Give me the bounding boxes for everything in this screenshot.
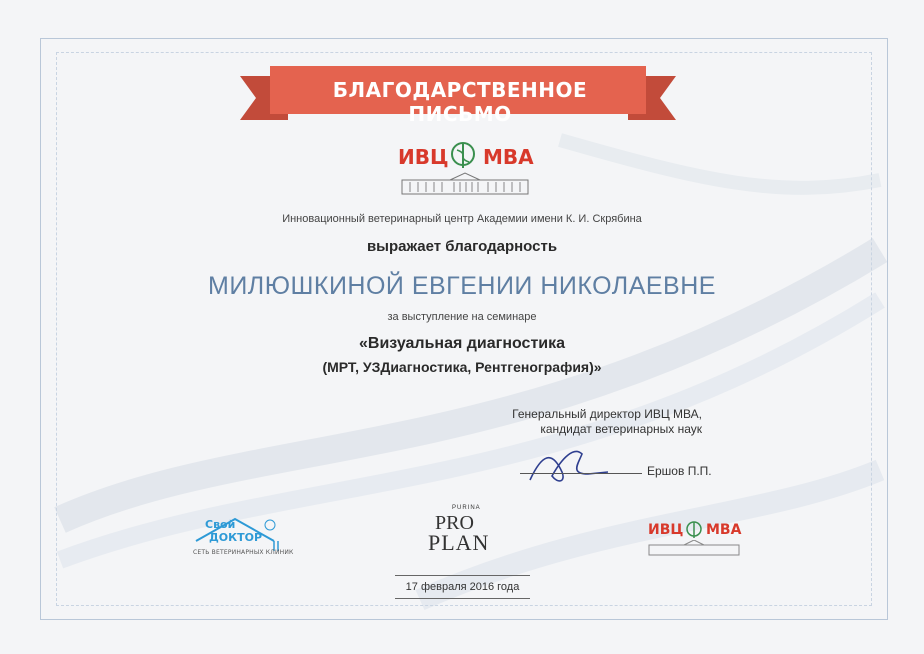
seminar-topic-line1: «Визуальная диагностика [358,335,566,352]
clinic-tagline: СЕТЬ ВЕТЕРИНАРНЫХ КЛИНИК [193,549,294,556]
pro-plan-line1: PRO [435,512,474,534]
signature-line [520,473,642,474]
clinic-name-line1: Свой [205,518,236,531]
building-small-icon [648,540,740,556]
reason-text: за выступление на семинаре [387,311,537,323]
issue-date: 17 февраля 2016 года [395,575,530,599]
signatory-position-line2: кандидат ветеринарных наук [540,422,702,436]
signatory-position-line1: Генеральный директор ИВЦ МВА, [512,407,702,421]
pro-plan-line2: PLAN [428,530,490,555]
logo-left-text: ИВЦ [398,145,449,169]
caduceus-small-icon [683,519,705,541]
building-icon [400,172,530,196]
organization-name: Инновационный ветеринарный центр Академии имени К. И. Скрябина [282,213,642,225]
signature [522,444,612,488]
certificate-title: БЛАГОДАРСТВЕННОЕ ПИСЬМО [332,78,588,126]
logo-right-text: МВА [483,145,534,169]
caduceus-icon [447,140,479,172]
logo-bottom-right-text: МВА [706,522,742,538]
purina-brand: PURINA [452,505,481,511]
logo-bottom-left-text: ИВЦ [648,522,684,538]
clinic-name-line2: ДОКТОР [209,531,263,544]
thanks-text: выражает благодарность [366,238,558,255]
seminar-topic-line2: (МРТ, УЗДиагностика, Рентгенография)» [322,359,602,375]
signatory-name: Ершов П.П. [647,464,712,478]
recipient-name: МИЛЮШКИНОЙ ЕВГЕНИИ НИКОЛАЕВНЕ [208,272,716,300]
